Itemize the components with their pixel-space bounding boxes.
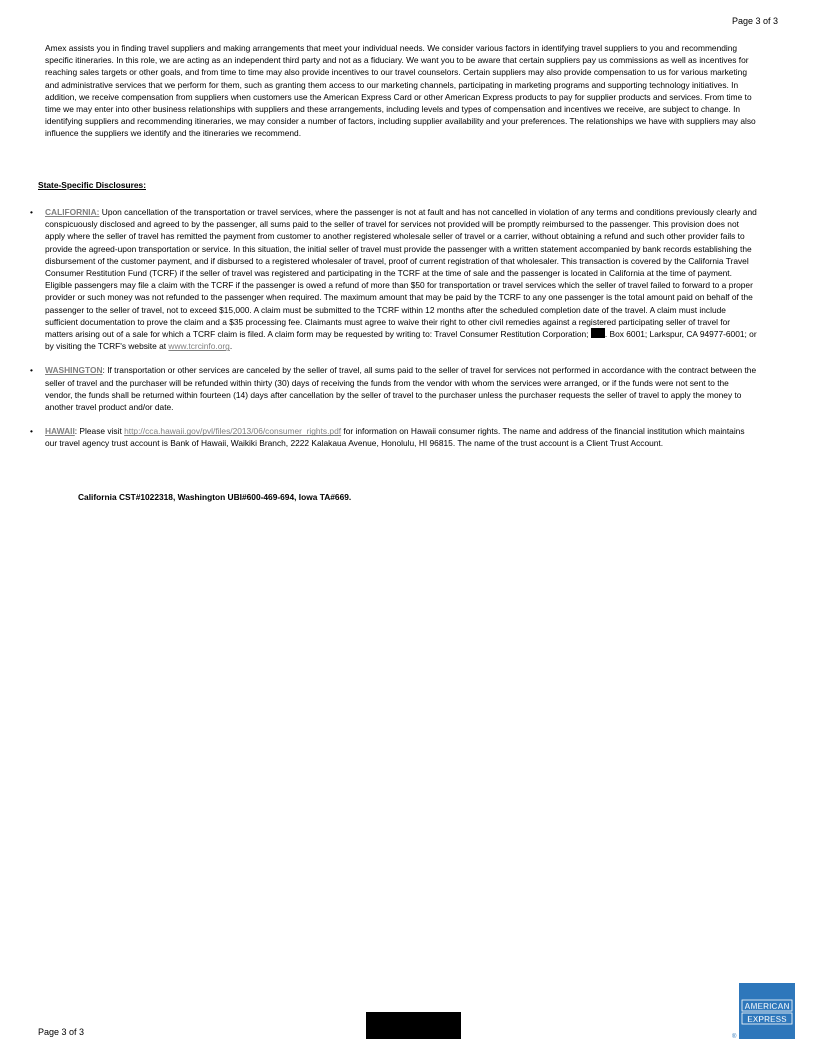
california-text: Upon cancellation of the transportation or travel services, where the passenger is not at fault and has not cancelled in violation of any terms and conditions previously clearly and conspicuously disclosed and agreed to by the passenger, all sums paid to the seller of travel for services not provided will be promptly reimbursed to the passenger. This provision does not apply where the seller of travel has remitted the payment from customer to another registered wholesale seller of travel or a carrier, without obtaining a refund and such other provider fails to provide the agreed-upon transportation or service. In this situation, the initial seller of travel must provide the passenger with a written statement accompanied by bank records establishing the disbursement of the customer payment, and if disbursed to a registered wholesaler of travel, proof of current registration of that wholesaler. This transaction is covered by the California Travel Consumer Restitution Fund (TCRF) if the seller of travel was registered and participating in the TCRF at the time of sale and the passenger is located in California at the time of payment. Eligible passengers may file a claim with the TCRF if the passenger is owed a refund of more than $50 for transportation or travel services which the seller of travel failed to forward to a proper provider or such money was not refunded to the passenger when required. The maximum amount that may be paid by the TCRF to any one passenger is the total amount paid on behalf of the passenger to the seller of travel, not to exceed $15,000. A claim must be submitted to the TCRF within 12 months after the scheduled completion date of the travel. A claim must include sufficient documentation to prove the claim and a $35 processing fee. Claimants must agree to waive their right to other civil remedies against a registered participating seller of travel for matters arising out of a sale for which a TCRF claim is filed. A claim form may be requested by writing to: Travel Consumer Restitution Corporation; [45,207,757,340]
state-disclosures-list [30,206,757,462]
california-text-after: . Box 6001; Larkspur, CA 94977-6001; or by visiting the TCRF's website at [45,329,757,352]
tcrf-website-link[interactable]: www.tcrcinfo.org [168,341,230,352]
american-express-logo-graphic [739,983,795,1039]
california-label-link[interactable]: CALIFORNIA: [45,207,100,217]
license-numbers: California CST#1022318, Washington UBI#600-469-694, Iowa TA#669. [78,492,352,502]
washington-text: : If transportation or other services are canceled by the seller of travel, all sums paid to the seller of travel for services not performed in accordance with the contract between the seller of travel and the purchaser will be refunded within thirty (30) days of receiving the funds from the vendor with whom the services were arranged, or if the funds were not sent to the vendor, the funds shall be returned within fourteen (14) days after cancellation by the seller of travel to the purchaser unless the purchaser requests the seller of travel to apply the money to another travel product and/or date. [45,365,757,413]
american-express-logo [739,983,795,1039]
logo-text-express: EXPRESS [747,1014,787,1024]
redaction-block [591,328,605,338]
hawaii-disclosure [30,425,757,449]
washington-label-link[interactable]: WASHINGTON [45,365,103,376]
california-end: . [229,341,233,352]
intro-paragraph: Amex assists you in finding travel suppliers and making arrangements that meet your individual needs. We consider various factors in identifying travel suppliers to you and recommending specific itineraries. In this role, we are acting as an independent third party and not as a fiduciary. We want you to be aware that certain suppliers pay us commissions as well as incentives for reaching sales targets or other goals, and from time to time may also provide incentives to our travel counselors. Certain suppliers may also provide compensation to us for various marketing and administrative services that we perform for them, such as granting them access to our marketing channels, participating in marketing programs and supporting technology initiatives. In addition, we receive compensation from suppliers when customers use the American Express Card or other American Express products to pay for supplier products and services. From time to time we may enter into other business relationships with suppliers and these arrangements, including levels and types of compensation and incentives we receive, are subject to change. In identifying suppliers and recommending itineraries, we may consider a number of factors, including supplier availability and your preferences. The relationships we have with suppliers may also influence the suppliers we identify and the itineraries we recommend. [45,43,756,139]
state-disclosures-heading: State-Specific Disclosures: [38,180,146,190]
logo-text-american: AMERICAN [744,1001,790,1011]
page-number-bottom: Page 3 of 3 [38,1027,85,1037]
bullet-icon: • [30,207,33,217]
bullet-icon: • [30,365,33,376]
hawaii-text: : Please visit [74,426,125,437]
hawaii-consumer-rights-link[interactable]: http://cca.hawaii.gov/pvl/files/2013/06/consumer_rights.pdf [124,426,342,437]
hawaii-text-after: for information on Hawaii consumer rights. The name and address of the financial institution which maintains our travel agency trust account is Bank of Hawaii, Waikiki Branch, 2222 Kalakaua Avenue, Honolulu, HI 96815. The name of the trust account is a Client Trust Account. [45,426,745,449]
washington-disclosure [30,364,757,413]
bullet-icon: • [30,426,33,437]
page-number-top: Page 3 of 3 [731,16,778,26]
california-disclosure [30,206,757,352]
hawaii-label-link[interactable]: HAWAII [45,426,75,437]
footer-redaction-block [366,1012,461,1039]
registered-mark: ® [732,1034,737,1040]
